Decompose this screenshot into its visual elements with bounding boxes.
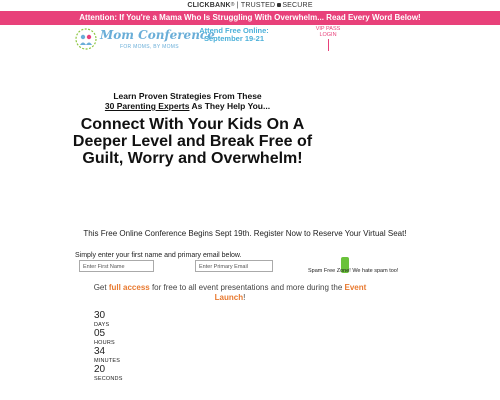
header bbox=[0, 25, 500, 53]
countdown-minutes-label: MINUTES bbox=[94, 358, 121, 364]
countdown-minutes: 34 bbox=[94, 346, 106, 357]
spam-notice: Spam Free Zone! We hate spam too! bbox=[308, 268, 399, 274]
main-headline: Connect With Your Kids On A Deeper Level and Break Free of Guilt, Worry and Overwhelm! bbox=[72, 116, 313, 167]
trusted-label: TRUSTED bbox=[240, 2, 276, 9]
logo-subtitle: FOR MOMS, BY MOMS bbox=[120, 44, 179, 50]
countdown-timer bbox=[94, 311, 123, 383]
countdown-hours: 05 bbox=[94, 328, 106, 339]
countdown-hours-label: HOURS bbox=[94, 340, 115, 346]
countdown-seconds-label: SECONDS bbox=[94, 376, 123, 382]
access-text: Get full access for free to all event presentations and more during the Event Launch! bbox=[93, 283, 367, 302]
attend-info: Attend Free Online: September 19-21 bbox=[199, 26, 269, 43]
countdown-days: 30 bbox=[94, 310, 106, 321]
vip-divider bbox=[328, 39, 329, 51]
attention-banner: Attention: If You're a Mama Who Is Struggling With Overwhelm... Read Every Word Below! bbox=[0, 11, 500, 25]
vip-login-link[interactable]: VIP PASS LOGIN bbox=[312, 26, 344, 51]
lock-icon bbox=[277, 3, 281, 7]
secure-label: SECURE bbox=[282, 2, 313, 9]
form-instruction: Simply enter your first name and primary email below. bbox=[75, 252, 242, 259]
clickbank-logo: CLICKBANK bbox=[187, 2, 231, 9]
countdown-seconds: 20 bbox=[94, 364, 106, 375]
email-input[interactable]: Enter Primary Email bbox=[195, 260, 273, 272]
trust-bar: CLICKBANK® | TRUSTED SECURE bbox=[0, 0, 500, 11]
countdown-days-label: DAYS bbox=[94, 322, 110, 328]
logo-title: Mom Conference bbox=[100, 28, 215, 42]
register-text: This Free Online Conference Begins Sept 19th. Register Now to Reserve Your Virtual Seat! bbox=[83, 229, 407, 238]
first-name-input[interactable]: Enter First Name bbox=[79, 260, 154, 272]
intro-text: Learn Proven Strategies From These 30 Parenting Experts As They Help You... bbox=[104, 91, 271, 111]
logo-icon bbox=[75, 28, 97, 50]
